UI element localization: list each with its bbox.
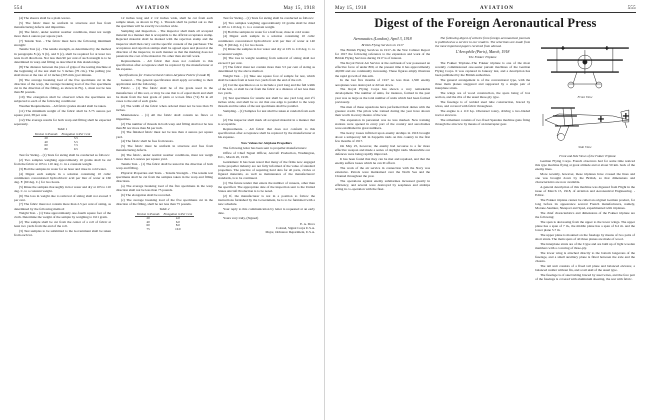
paragraph: Tensile Test (a) - The tensile strength, as determined by the method in paragraphs 8 (a), 9 (b), and 9 (c), shall be required for at least two tests in all directions. Not less than 90 per cent of such strength is to be determined in warp and filling as described in this alandordage. xyxy=(14,47,111,64)
paragraph: The span is decreasing from the upper to the lower wings. The upper plane has a span of 7 m., the middle plane has a span of 6.2 m. and the lower plane 5.7 m. xyxy=(535,219,635,233)
paragraph: (7) The fabric must not contain more than 3.5 per cent of sizing as determined by the above method. xyxy=(218,65,315,74)
table-cell: 60 xyxy=(44,143,48,148)
paragraph: (6) The fabric, under normal weather conditions, must not weigh more than 4 ounces per square yard. xyxy=(14,29,111,38)
paragraph: Replacements. - All fabric that does not conform to this specification after acceptance shall be replaced by the manufacturer at his expense. xyxy=(218,127,315,140)
table-row xyxy=(33,148,93,152)
section-heading: Aeronautics (London), April 3, 1918 xyxy=(353,36,412,42)
signature-role: Major, Ordnance Department, U.S.A. xyxy=(265,229,315,234)
paragraph: (6) The loss in weight due to removal of sizing shall not exceed 3 per cent. xyxy=(14,193,111,202)
fokker-triplane-figure xyxy=(535,36,635,154)
section-subheading: British Flying Services in 1917 xyxy=(361,42,404,47)
paragraph: The fuselage is of steel tubing braced by steel wires, and the fore part of the fuselage is covered with aluminium sheeting, the rest with fabric. xyxy=(535,272,635,281)
paragraph: The tail unit consists of a fixed tail plane and balanced elevator, a balanced rudder without fin, and a tail skid of the usual type. xyxy=(535,263,635,272)
paragraph: Test for Sizing. - (1) Tests for sizing shall be conducted as follows: xyxy=(223,16,314,20)
paragraph: (12) The average results for both warp and filling shall be expected separately. xyxy=(14,117,111,126)
paragraph: 12 inches long and 2 1/2 inches wide, shall be cut from each sample taken, as shown in Fig. 1. Threads shall be pulled out so that the specimen will be exactly two inches wide. xyxy=(116,16,213,29)
paragraph: The interplane struts are of the I type and are built up of light wooden members with a covering of three-ply. xyxy=(535,241,635,250)
left-column-2 xyxy=(116,16,213,414)
right-journal-name: AVIATION xyxy=(479,6,515,11)
left-issue-date: May 15, 1918 xyxy=(283,6,315,11)
left-column-1 xyxy=(14,16,111,414)
paragraph: (10) The elongation shall be observed when the specimens are subjected to each of the following conditions: xyxy=(14,94,111,104)
paragraph: (5) The fabric must be uniform in structure and free from manufacturing defects. xyxy=(116,144,213,153)
paragraph: The heavy losses inflicted upon enemy airships in 1916 brought about a temporary lull in Zeppelin raids on this country in the first few months of 1917. xyxy=(335,130,431,143)
right-column-1 xyxy=(335,36,430,416)
paragraph: (2) The width of the fabric when ordered must not be less than 35 inches. xyxy=(116,103,213,112)
paragraph: The operations against enemy submarines increased greatly in efficiency, and several were destroyed by seaplanes and airships acting in co-operation with the fleet. xyxy=(335,178,431,192)
paragraph: (2) Cut the specimen so as to include a yard long and the full width of the bolt, or shall be cut from the fabric at a distance of not less than two yards. xyxy=(218,83,315,96)
left-page-number: 554 xyxy=(14,6,23,11)
paragraph: (11) The minimum weight of the fabric shall be 3.75 ounces per square yard, 38 per cent. xyxy=(14,108,111,117)
front-view xyxy=(541,46,629,88)
table-caption: Table 2 xyxy=(159,207,170,212)
section-heading: Specifications for Unmercerized Cotton Airplane Fabric (Grade B) xyxy=(118,72,211,77)
paragraph: The Royal Flying Corps has shown a very remarkable development. The number of units, for instance, formed in the past year was as large as the total number of units which had been formed previously. xyxy=(335,87,431,104)
right-column-2 xyxy=(435,36,530,416)
right-column-3 xyxy=(535,36,635,416)
paragraph: The wings are of wood construction, the spars being of box section, and the ribs of the usual three-ply type. xyxy=(435,90,531,99)
paragraph: The Fokker triplane cannot be called an original German product, for long before its appearance several French manufacturers, namely, Morane-Saulnier, Nieuport and Spad, experimented with triplanes. xyxy=(535,197,635,211)
paragraph: (6) The fabric, under normal weather conditions, must not weigh more than 4.5 ounces per square yard. xyxy=(116,152,213,162)
paragraph: Office of Chief Signal Officer, Aircraft Production, Washington, D.C., March 20, 1918. xyxy=(218,150,315,159)
right-page-number: 555 xyxy=(627,6,636,11)
paragraph: (5) Rinse the samples thoroughly in hot water and dry at 105 to 110 deg. C. to a constant weight. xyxy=(14,184,111,193)
paragraph: (3) Boil the samples in water for a half hour, rinse in cold water. xyxy=(223,29,310,34)
paragraph: (1) The future tender that enters the number of veneers, other than the specified. The appropriate date of the inspection sent to the United States Aircraft Production is to be noted. xyxy=(218,180,315,194)
left-journal-name: AVIATION xyxy=(135,6,171,11)
table-cell: 10.0 xyxy=(175,226,181,231)
table-header: Elongation in Per Cent xyxy=(61,131,91,136)
paragraph: In the last five months of 1917 no less than 1,500 enemy aeroplanes were destroyed or driven down. xyxy=(335,78,431,87)
paragraph: It has been found that they can be met and repulsed, and that the enemy suffers losses which he can ill afford. xyxy=(335,156,431,165)
tension-table-1 xyxy=(33,133,93,152)
table-header: Tension in Pounds xyxy=(34,131,58,136)
right-running-head xyxy=(335,6,636,13)
paragraph: (5) Rinse the samples in hot water and dry at 105 to 110 deg. C. to a constant weight. xyxy=(218,47,315,56)
paragraph: Test for Sizing. - (1) Tests for sizing shall be conducted as follows: xyxy=(19,153,110,158)
paragraph: Your reply to this communication by letter is requested at an early date. xyxy=(218,207,315,216)
paragraph: (3) Test specimens for tensile test shall be one yard long and 2½ inches wide, and shall be so cut that one edge is parallel to the warp threads and the sides of the test specimens shall be parallel. xyxy=(218,96,315,109)
paragraph: (7) Tensile Test. - The fabric must have the following minimum strength: xyxy=(14,38,111,47)
table-cell: 6.0 xyxy=(175,219,180,224)
paragraph: General. - The general specification shall apply according to their application and the following. xyxy=(116,77,213,86)
paragraph: (a) The average breaking load of the five specimens in the warp direction shall not be less than 75 pounds. xyxy=(116,183,213,192)
paragraph: Tensile Test. - (1) The fabric shall be tested in the direction of both warp and filling. xyxy=(116,161,213,171)
paragraph: The work of the air service in connection with the Navy was extensive. Patrols were maintained over the North Sea and the Channel throughout the year. xyxy=(335,165,431,178)
side-view xyxy=(543,108,629,140)
paragraph: German Flying Corps. French observers had for some time noticed this type machine flying at great altitude and at about 50 km. back of the enemy lines. xyxy=(535,158,635,171)
paragraph: (2) The inspector shall mark all accepted material in a manner that is acceptable. xyxy=(218,118,315,127)
paragraph: (7) The fabric must not contain more than 2.5 per cent of sizing, as determined by the following method: xyxy=(14,202,111,211)
paragraph: The British Flying Services in 1917.-In the War Cabinet Report for 1917 the following reference to the expansion and work of the British Flying Services during 1917 is of interest. xyxy=(335,48,431,61)
section-subheading: The Fokker Triplane xyxy=(468,55,497,60)
paragraph: The Fokker Triplane.-The Fokker triplane is one of the most recently commissioned one-seater pursuit machines of the German Flying Corps. It was captured in January last, and a description has been published by the British authorities. xyxy=(435,60,531,78)
paragraph: (8) The distance between the jaws of grips of the testing machine at the beginning of the test shall be 3 inches (76 cm.). The pulling jaw shall move at the rate of 12 inches (305 mm.) per minute. xyxy=(14,64,111,77)
paragraph: The fuselage is of welded steel tube construction, braced by wires, and covered with fabric throughout. xyxy=(435,99,531,108)
paragraph: (2) The sample shall be cut from the center of a roll of fabric at least two yards from the end of the roll. xyxy=(14,220,111,229)
paragraph: Weight Test. - (1) Take one square foot of sample for test, which shall be taken from at least two yards from the end of the roll. xyxy=(218,74,315,83)
table-cell: 4.0 xyxy=(175,216,180,221)
paragraph: Sampling. - (1) Samples for test shall be taken at random from each lot. xyxy=(218,109,315,118)
paragraph: The expansion in personnel was no less marked. New training stations were opened in every part of the country and aerodromes were established in great numbers. xyxy=(335,117,431,130)
paragraph: Weather Requirements. - All fabric grades should shall be taken. xyxy=(19,103,107,108)
table-cell: 20 xyxy=(146,216,150,221)
left-running-head xyxy=(14,6,315,13)
signature-name: E. A. Deeds xyxy=(300,221,315,226)
paragraph: (4) Digest each sample in a solution containing 10 cubic centimeters concentrated hydrochloric acid per liter of water at 140 deg. F. (60 deg. C.) for two hours. xyxy=(218,34,315,47)
signature-block xyxy=(218,222,315,234)
table-cell: 75 xyxy=(146,226,150,231)
paragraph: (3) Boil the samples in water for an hour and rinse in cold water. xyxy=(19,166,107,171)
paragraph: The general arrangement is of the conventional type, with the three main planes staggered and supported by a single pair of interplane struts. xyxy=(435,77,531,91)
digest-intro: The following digest of articles from foreign aeronautical journals is published as a service to our readers. The selections are made from the most important papers received from abroad. xyxy=(435,36,531,49)
paragraph: (2) The number of threads in both warp and filling shall not be less than 80 nor more than 84 per inch. xyxy=(116,121,213,130)
paragraph: (c) The average breaking load of the five specimens cut in the direction of the filling, shall be not less than 75 pounds. xyxy=(116,197,213,206)
paragraph: (4) The fabric shall be free from knots. xyxy=(121,139,174,144)
front-view-label: Front View xyxy=(577,94,593,99)
table-cell: 40 xyxy=(44,139,48,144)
paragraph: Maintenance. - (1) All the fabric shall contain no flaws or impurities. xyxy=(116,112,213,121)
paragraph: (3) The finished fabric must not be less than 4 ounces per square yard. xyxy=(116,130,213,139)
table-cell: 7.5 xyxy=(73,143,78,148)
right-issue-date: May 15, 1918 xyxy=(335,6,367,11)
table-row xyxy=(135,228,195,232)
paragraph: (5) The fabric must be uniform in structure and free from manufacturing defects and impurities. xyxy=(14,20,111,29)
paragraph: (2) If, the manufacturer is not in a position to follow the instructions furnished by the Government, he is to be furnished with a new schedule. xyxy=(218,193,315,207)
page-title: Digest of the Foreign Aeronautical Press xyxy=(374,16,597,30)
paragraph: The Royal Naval Air Service at the outbreak of war possessed an effective force of under 800, at the present time it has approximately 40,000 and are continually increasing. These figures amply illustrate the rapid growth of this arm. xyxy=(335,61,431,78)
paragraph: The men of these squadrons have performed their duties with the greatest credit. The pilots who trained during the year have shown their worth in every theatre of the war. xyxy=(335,104,431,117)
left-column-3 xyxy=(218,16,315,414)
paragraph: (b) The elongation shall be recorded. xyxy=(121,192,172,197)
section-heading: L'Aerophile (Paris), March, 1918 xyxy=(455,48,510,54)
paragraph: More recently, however, these triplanes have crossed the lines and one was brought down by the British, so that dimensions and characteristics are now available. xyxy=(535,171,635,184)
table-cell: 5.5 xyxy=(73,139,78,144)
paragraph: (3) Test samples to be submitted to the Government shall be taken from each lot. xyxy=(14,229,111,238)
table-cell: 3.5 xyxy=(73,136,78,141)
paragraph: (4) The sheave shall be a plain weave. xyxy=(19,16,71,20)
side-view-label: Side View xyxy=(578,144,592,149)
paragraph: The chief characteristics and dimensions of the Fokker triplane are the following: xyxy=(535,210,635,219)
paragraph: On May 25, however, the enemy had recourse to a far more effective weapon and made a series of daylight raids. Meanwhile our defences were being rapidly improved. xyxy=(335,143,431,156)
paragraph: The upper plane is mounted on the fuselage by means of two pairs of short struts. The main spars of all three planes are made of wood. xyxy=(535,232,635,241)
table-caption: Table 1 xyxy=(57,127,68,132)
table-header: Elongation in Per Cent xyxy=(163,211,193,216)
table-cell: 9.5 xyxy=(73,146,78,151)
paragraph: The engine is a 110 h.p. Oberursel rotary, driving a two-bladed tractor airscrew. xyxy=(435,108,531,117)
table-cell: 40 xyxy=(146,219,150,224)
signature-title: Colonel, Signal Corps U.S.A. xyxy=(275,225,315,230)
paragraph: A general description of this machine was digested from Flight in the issue of March 15, 1918, of Aviation and Aeronautical Engineering. - Editor. xyxy=(535,184,635,198)
paragraph: Weight Test. - (1) Take approximately one-fourth square foot of the cloth. Determine the weight of the sample by weighing to 0.01 gram. xyxy=(14,211,111,220)
paragraph: (9) The average breaking load of the five specimens cut in the direction of the warp, the average breaking load of the five specimens cut in the direction of the filling, as shown in Fig. 1, must not be less than 80 pounds. xyxy=(14,77,111,95)
paragraph: The armament consists of two fixed Spandau machine guns firing through the airscrew by means of an interrupter gear. xyxy=(435,117,531,126)
paragraph: The lower wing is attached directly to the bottom longerons of the fuselage, and a small auxiliary plane is fitted between the axle and the chassis. xyxy=(535,250,635,263)
triplane-drawing xyxy=(535,36,635,154)
paragraph: (2) Two samples weighing approximately 10 grams shall be dried at 105 to 110 deg. C. to a constant weight. xyxy=(218,20,315,29)
paragraph: (2) Two samples weighing approximately 10 grams shall be cut from the fabric at 105 to 110 deg. C. in a constant weight. xyxy=(14,157,111,167)
tension-table-2 xyxy=(135,213,195,232)
paragraph: (4) Digest each sample in a solution containing 10 cubic centimeters concentrated hydrochloric acid per liter of water at 160 deg. F. (60 deg. C.) for two hours. xyxy=(14,171,111,184)
paragraph: The following letter has been sent to propeller manufacturers: xyxy=(223,145,307,150)
section-heading: New Values for Airplane Propellers xyxy=(241,140,292,145)
paragraph: Physical Properties and Tests. - Tensile Strength. - The tensile test specimens shall be cut from the samples taken in the warp and filling directions. xyxy=(116,170,213,184)
paragraph: (6) The loss in weight resulting from removal of sizing shall not exceed 3 per cent. xyxy=(218,56,315,65)
paragraph: Fabric. - (1) The fabric shall be of the grade used in the manufacture of this sort, or may be one that is of equal merit and shall be made from the best grade of plain or woven fibre (+4) 81 in all cases to the end of each grade. xyxy=(116,86,213,103)
table-cell: 8.0 xyxy=(175,223,180,228)
table-header: Tension in Pounds xyxy=(136,211,160,216)
paragraph: Yours very truly, (Signed) xyxy=(223,215,259,220)
right-page xyxy=(325,0,650,420)
table-cell: 20 xyxy=(44,136,48,141)
table-cell: 80 xyxy=(44,146,48,151)
paragraph: Replacements. - All fabric that does not conform to this specification after acceptance shall be replaced by the manufacturer at his expense. xyxy=(116,58,213,72)
paragraph: Gentlemen: It has been noted that many of the firms now engaged in the propeller industry are not fully informed of the value of standard propellers. The practice of requiring hard data for all parts, circles or figured materials, as well as maintenance of the manufacturers' standards, is to be continued. xyxy=(218,159,315,181)
figure-caption: Front and Side Views of the Fokker Triplane xyxy=(559,154,616,158)
paragraph: Sampling and Inspection. - The inspector shall mark all accepted material in a manner that is acceptable to the official acceptance stamp. Rejected material shall be marked with the rejection stamp and the inspector shall then carry out the specific consent of the purchaser. The acceptance and rejection stamps shall be agreed upon and placed at the direction of the inspector, in such manner as that the marking does not penetrate the coat of the material. No other than aircraft work. xyxy=(116,29,213,58)
table-cell: 60 xyxy=(146,223,150,228)
